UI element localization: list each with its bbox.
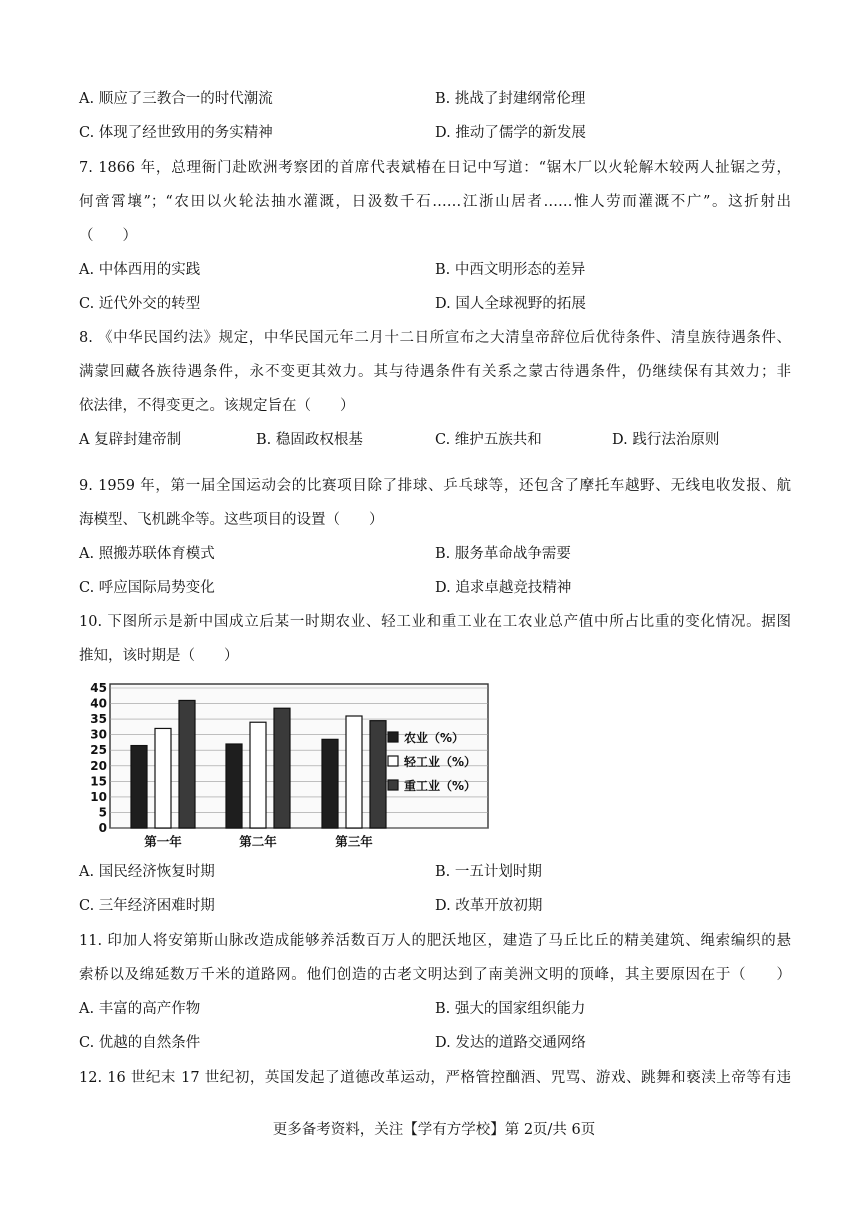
y-tick-label: 25 — [90, 743, 107, 758]
q11-option-b: B. 强大的国家组织能力 — [435, 1001, 586, 1017]
page-footer: 更多备考资料，关注【学有方学校】第 2页/共 6页 — [272, 1122, 596, 1138]
bar-3-cat-1 — [179, 700, 195, 828]
q8-stem-line1: 8. 《中华民国约法》规定，中华民国元年二月十二日所宣布之大清皇帝辞位后优待条件、清皇族待遇条件、 — [79, 330, 791, 346]
bar-2-cat-1 — [155, 728, 171, 828]
q9-option-a: A. 照搬苏联体育模式 — [79, 546, 215, 562]
q9-stem-line1: 9. 1959 年，第一届全国运动会的比赛项目除了排球、乒乓球等，还包含了摩托车越野、无线电收发报、航 — [79, 478, 791, 494]
q11-stem-line2: 索桥以及绵延数万千米的道路网。他们创造的古老文明达到了南美洲文明的顶峰，其主要原因在于（ ） — [79, 967, 791, 983]
q8-option-a: A 复辟封建帝制 — [79, 432, 182, 448]
q8-option-c: C. 维护五族共和 — [435, 432, 542, 448]
x-tick-label: 第二年 — [239, 834, 277, 849]
bar-2-cat-2 — [250, 722, 266, 828]
legend-label-1: 农业（%） — [404, 731, 465, 745]
x-tick-label: 第三年 — [335, 834, 373, 849]
q11-stem-line1: 11. 印加人将安第斯山脉改造成能够养活数百万人的肥沃地区，建造了马丘比丘的精美建筑、绳索编织的悬 — [79, 933, 791, 949]
q8-option-b: B. 稳固政权根基 — [256, 432, 363, 448]
q10-stem-line1: 10. 下图所示是新中国成立后某一时期农业、轻工业和重工业在工农业总产值中所占比重的变化情况。据图 — [79, 614, 791, 630]
q9-option-c: C. 呼应国际局势变化 — [79, 580, 215, 596]
q7-option-b: B. 中西文明形态的差异 — [435, 262, 586, 278]
q12-stem-line1: 12. 16 世纪末 17 世纪初，英国发起了道德改革运动，严格管控酗酒、咒骂、游戏、跳舞和亵渎上帝等有违 — [79, 1070, 791, 1086]
q8-stem-line2: 满蒙回藏各族待遇条件，永不变更其效力。其与待遇条件有关系之蒙古待遇条件，仍继续保有其效力；非 — [79, 364, 791, 380]
q7-option-d: D. 国人全球视野的拓展 — [435, 296, 586, 312]
legend-label-3: 重工业（%） — [404, 779, 477, 793]
y-tick-label: 15 — [90, 774, 107, 789]
q10-bar-chart — [88, 676, 490, 856]
y-tick-label: 45 — [90, 681, 107, 695]
q7-stem-line1: 7. 1866 年，总理衙门赴欧洲考察团的首席代表斌椿在日记中写道：“锯木厂以火轮解木较两人扯锯之劳， — [79, 160, 791, 176]
q9-stem-line2: 海模型、飞机跳伞等。这些项目的设置（ ） — [79, 512, 384, 528]
bar-1-cat-1 — [131, 746, 147, 828]
q7-option-c: C. 近代外交的转型 — [79, 296, 201, 312]
q6-option-a: A. 顺应了三教合一的时代潮流 — [79, 91, 273, 107]
y-tick-label: 20 — [90, 758, 107, 773]
q7-stem-line3: （ ） — [79, 228, 137, 244]
q8-option-d: D. 践行法治原则 — [612, 432, 720, 448]
y-tick-label: 30 — [90, 727, 107, 742]
q10-option-c: C. 三年经济困难时期 — [79, 898, 215, 914]
y-tick-label: 0 — [98, 821, 107, 835]
y-tick-label: 35 — [90, 712, 107, 727]
q7-stem-line2: 何啻霄壤”；“农田以火轮法抽水灌溉，日汲数千石……江浙山居者……惟人劳而灌溉不广”。这折射出 — [79, 194, 791, 210]
legend-swatch-2 — [388, 756, 398, 766]
q10-stem-line2: 推知，该时期是（ ） — [79, 648, 239, 664]
q10-option-a: A. 国民经济恢复时期 — [79, 864, 215, 880]
q10-option-d: D. 改革开放初期 — [435, 898, 543, 914]
bar-1-cat-2 — [226, 744, 242, 828]
legend-label-2: 轻工业（%） — [404, 755, 477, 769]
bar-1-cat-3 — [322, 739, 338, 828]
bar-2-cat-3 — [346, 716, 362, 828]
legend-swatch-3 — [388, 780, 398, 790]
y-tick-label: 5 — [98, 805, 107, 820]
y-tick-label: 10 — [90, 789, 107, 804]
q9-option-d: D. 追求卓越竞技精神 — [435, 580, 572, 596]
y-tick-label: 40 — [90, 696, 107, 711]
x-tick-label: 第一年 — [144, 834, 182, 849]
q11-option-a: A. 丰富的高产作物 — [79, 1001, 201, 1017]
q10-option-b: B. 一五计划时期 — [435, 864, 542, 880]
q11-option-c: C. 优越的自然条件 — [79, 1035, 201, 1051]
q6-option-d: D. 推动了儒学的新发展 — [435, 125, 586, 141]
legend-swatch-1 — [388, 732, 398, 742]
bar-3-cat-3 — [370, 721, 386, 828]
bar-3-cat-2 — [274, 708, 290, 828]
q6-option-b: B. 挑战了封建纲常伦理 — [435, 91, 586, 107]
q9-option-b: B. 服务革命战争需要 — [435, 546, 571, 562]
q8-stem-line3: 依法律，不得变更之。该规定旨在（ ） — [79, 398, 355, 414]
q7-option-a: A. 中体西用的实践 — [79, 262, 201, 278]
q11-option-d: D. 发达的道路交通网络 — [435, 1035, 586, 1051]
q6-option-c: C. 体现了经世致用的务实精神 — [79, 125, 273, 141]
